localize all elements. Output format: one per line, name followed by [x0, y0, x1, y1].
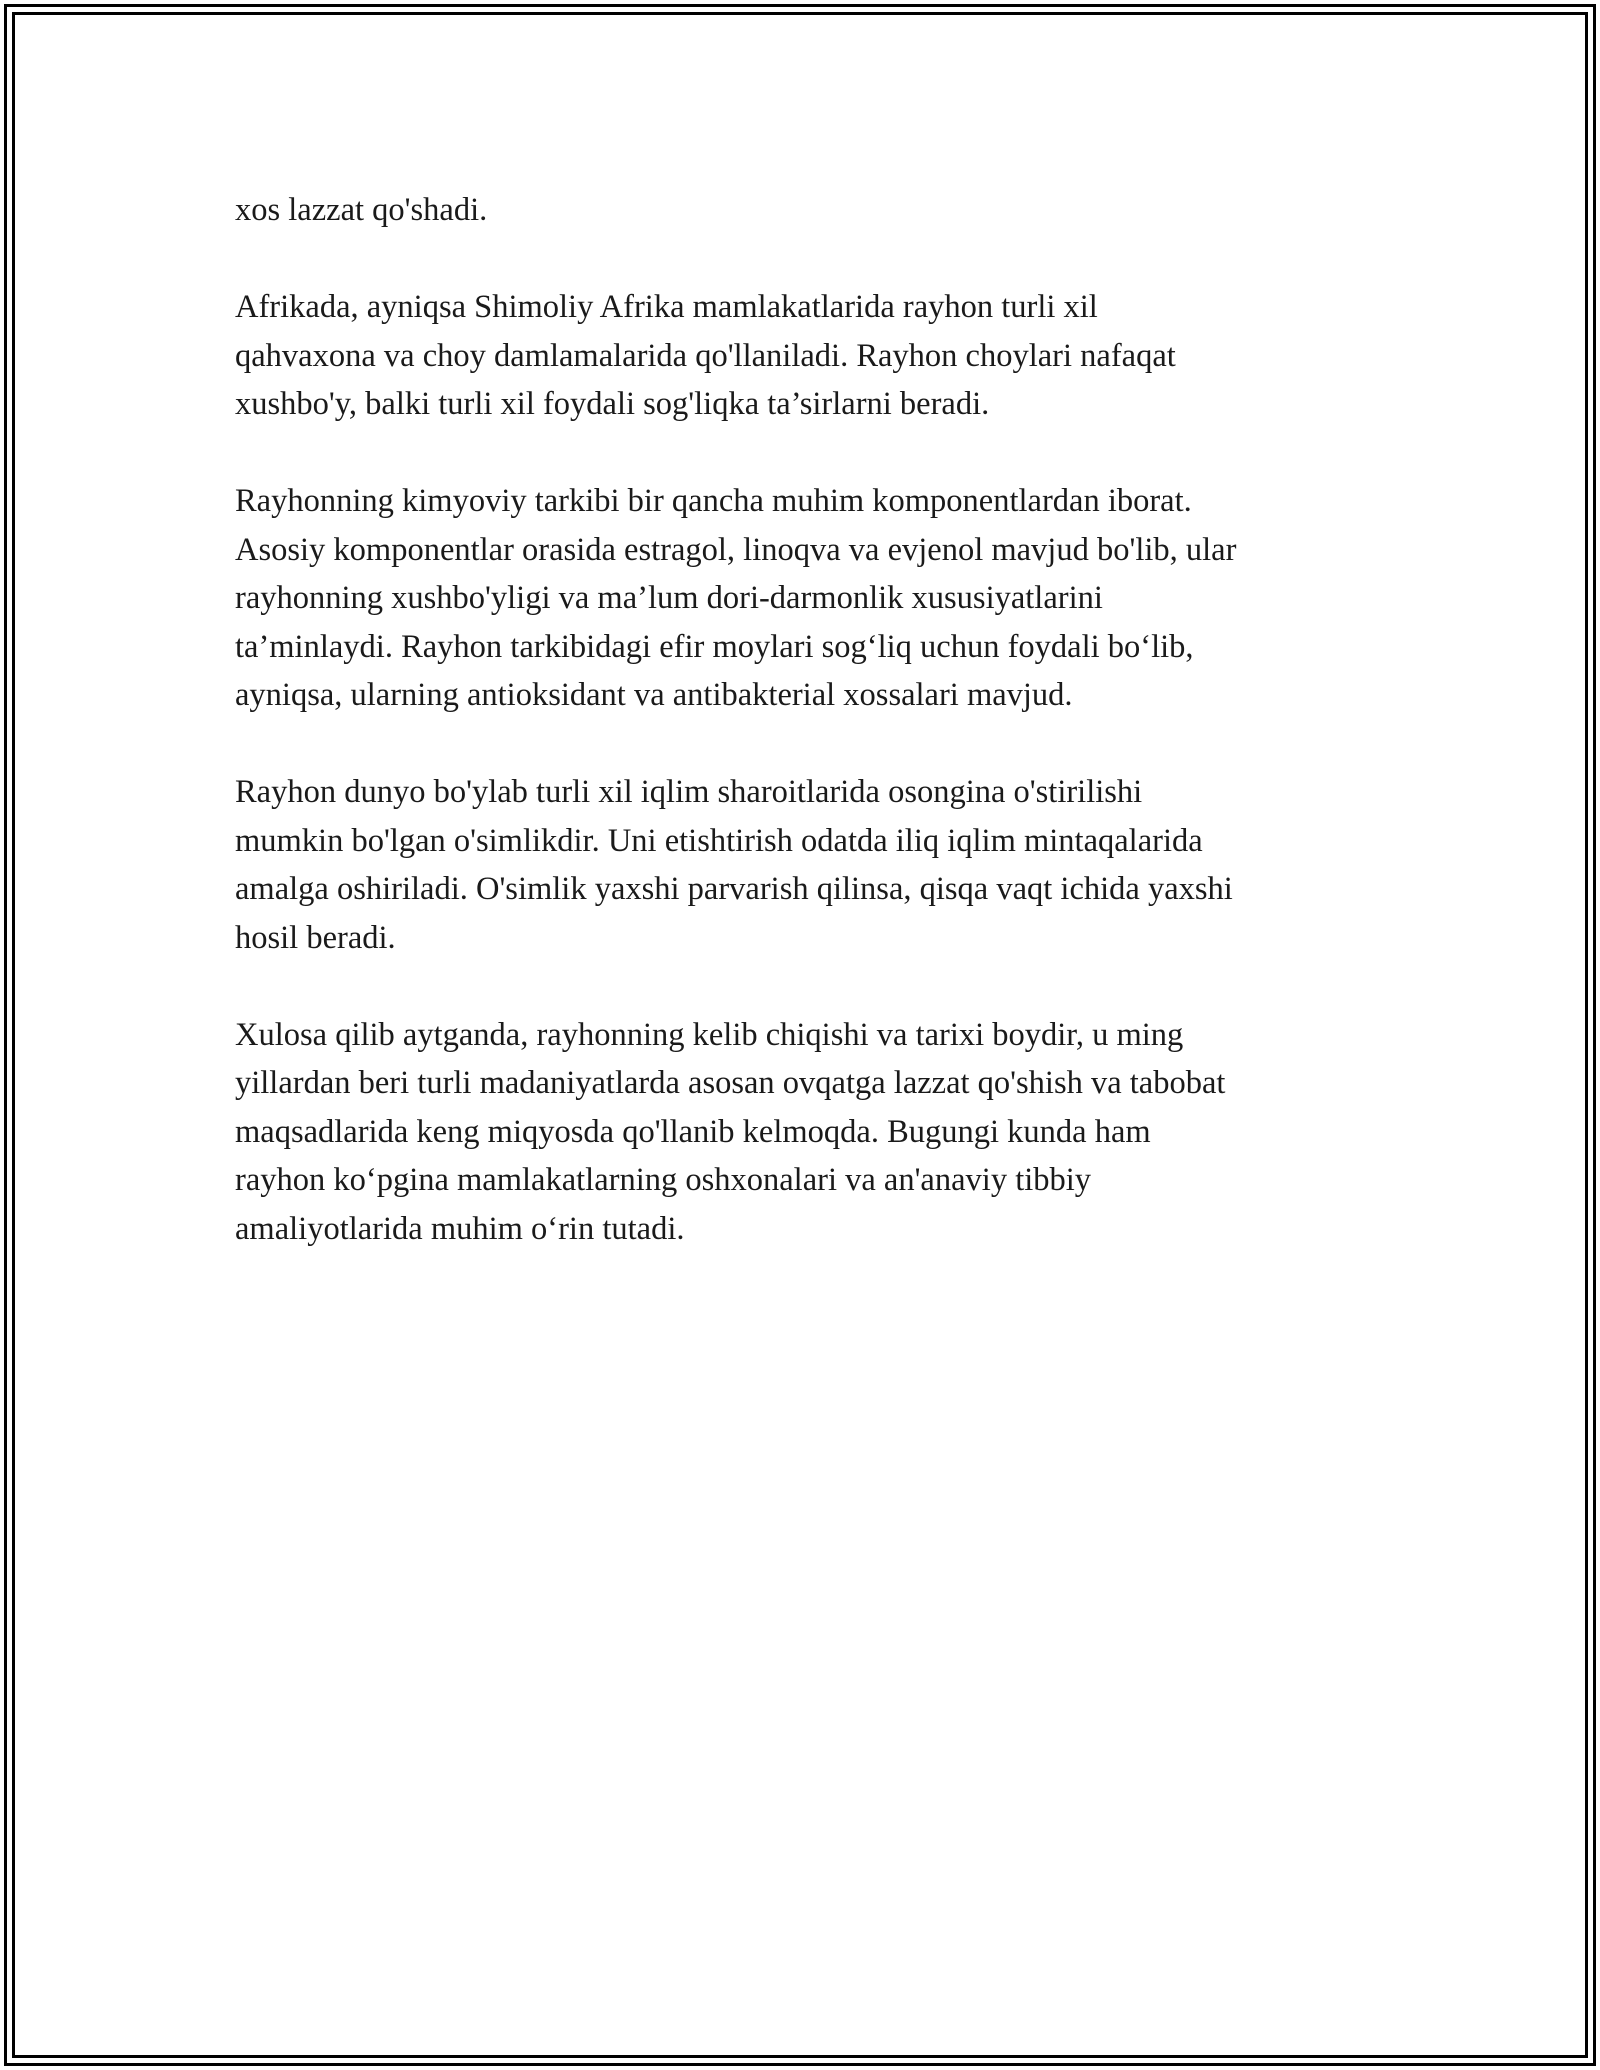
paragraph-africa: Afrikada, ayniqsa Shimoliy Afrika mamlakatlarida rayhon turli xil qahvaxona va choy damlamalarida qo'llaniladi. Rayhon choylari nafaqat xushbo'y, balki turli xil foydali sog'liqka ta’sirlarni beradi.	[235, 289, 1176, 422]
paragraph-continuation: xos lazzat qo'shadi.	[235, 192, 488, 228]
paragraph-chemical-composition: Rayhonning kimyoviy tarkibi bir qancha muhim komponentlardan iborat. Asosiy komponentlar orasida estragol, linoqva va evjenol mavjud bo'lib, ular rayhonning xushbo'yligi va ma’lum dori-darmonlik xususiyatlarini ta’minlaydi. Rayhon tarkibidagi efir moylari sog‘liq uchun foydali bo‘lib, ayniqsa, ularning antioksidant va antibakterial xossalari mavjud.	[235, 483, 1237, 713]
paragraph-conclusion: Xulosa qilib aytganda, rayhonning kelib chiqishi va tarixi boydir, u ming yillardan beri turli madaniyatlarda asosan ovqatga lazzat qo'shish va tabobat maqsadlarida keng miqyosda qo'llanib kelmoqda. Bugungi kunda ham rayhon ko‘pgina mamlakatlarning oshxonalari va an'anaviy tibbiy amaliyotlarida muhim o‘rin tutadi.	[235, 1016, 1226, 1247]
paragraph-cultivation: Rayhon dunyo bo'ylab turli xil iqlim sharoitlarida osongina o'stirilishi mumkin bo'lgan o'simlikdir. Uni etishtirish odatda iliq iqlim mintaqalarida amalga oshiriladi. O'simlik yaxshi parvarish qilinsa, qisqa vaqt ichida yaxshi hosil beradi.	[235, 774, 1233, 956]
document-body	[235, 186, 1385, 1302]
